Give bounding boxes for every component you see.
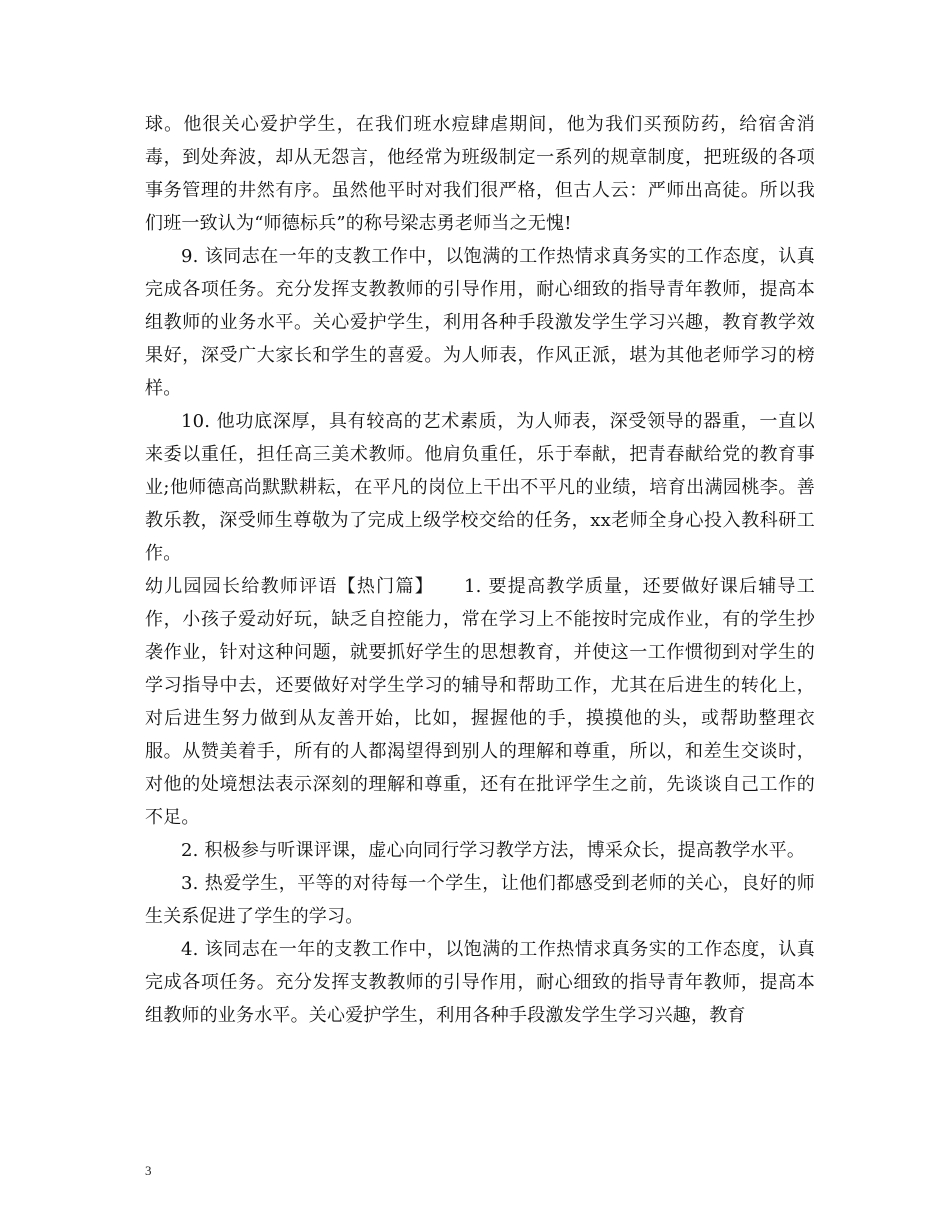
paragraph-item-3: 3. 热爱学生，平等的对待每一个学生，让他们都感受到老师的关心，良好的师生关系促进了学生的学习。 <box>145 873 815 927</box>
paragraph-item-9: 9. 该同志在一年的支教工作中，以饱满的工作热情求真务实的工作态度，认真完成各项任务。充分发挥支教教师的引导作用，耐心细致的指导青年教师，提高本组教师的业务水平。关心爱护学生，利用各种手段激发学生学习兴趣，教育教学效果好，深受广大家长和学生的喜爱。为人师表，作风正派，堪为其他老师学习的榜样。 <box>145 246 815 399</box>
paragraph-item-2: 2. 积极参与听课评课，虚心向同行学习教学方法，博采众长，提高教学水平。 <box>181 840 806 861</box>
paragraph-item-4: 4. 该同志在一年的支教工作中，以饱满的工作热情求真务实的工作态度，认真完成各项任务。充分发挥支教教师的引导作用，耐心细致的指导青年教师，提高本组教师的业务水平。关心爱护学生，利用各种手段激发学生学习兴趣，教育 <box>145 939 815 1026</box>
section-first-item: 1. 要提高教学质量，还要做好课后辅导工作，小孩子爱动好玩，缺乏自控能力，常在学习上不能按时完成作业，有的学生抄袭作业，针对这种问题，就要抓好学生的思想教育，并使这一工作惯彻到对学生的学习指导中去，还要做好对学生学习的辅导和帮助工作，尤其在后进生的转化上，对后进生努力做到从友善开始，比如，握握他的手，摸摸他的头，或帮助整理衣服。从赞美着手，所有的人都渴望得到别人的理解和尊重，所以，和差生交谈时，对他的处境想法表示深刻的理解和尊重，还有在批评学生之前，先谈谈自己工作的不足。 <box>145 576 815 828</box>
section-paragraph <box>145 570 815 834</box>
document-body <box>145 108 815 1032</box>
section-heading: 幼儿园园长给教师评语【热门篇】 <box>145 576 434 597</box>
page-number: 3 <box>145 1163 152 1178</box>
paragraph-continued: 球。他很关心爱护学生，在我们班水痘肆虐期间，他为我们买预防药，给宿舍消毒，到处奔波，却从无怨言，他经常为班级制定一系列的规章制度，把班级的各项事务管理的井然有序。虽然他平时对我们很严格，但古人云：严师出高徒。所以我们班一致认为“师德标兵”的称号梁志勇老师当之无愧! <box>145 114 815 234</box>
paragraph-item-10: 10. 他功底深厚，具有较高的艺术素质，为人师表，深受领导的器重，一直以来委以重任，担任高三美术教师。他肩负重任，乐于奉献，把青春献给党的教育事业;他师德高尚默默耕耘，在平凡的岗位上干出不平凡的业绩，培育出满园桃李。善教乐教，深受师生尊敬为了完成上级学校交给的任务，xx老师全身心投入教科研工作。 <box>145 411 815 564</box>
